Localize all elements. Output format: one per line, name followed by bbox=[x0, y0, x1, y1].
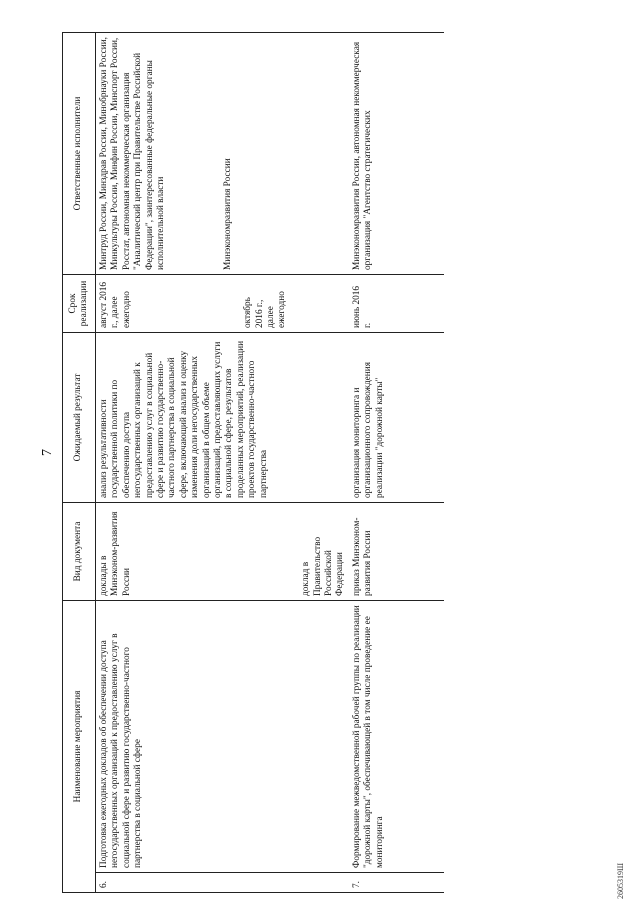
row-result: анализ результативности государственной политики по обеспечению доступа негосударственных организаций к предоставлению услуг в социальной сфере и развитию государственно-частного партнерства в социальной сфере, включающий анализ и оценку изменения доли негосударственных организаций в общем объеме организаций, предоставляющих услуги в социальной сфере, результатов проделанных мероприятий, реализации проектов государственно-частного партнерства bbox=[96, 333, 349, 503]
table-row bbox=[349, 33, 444, 893]
row-responsible: Минэкономразвития России, автономная некоммерческая организация "Агентство стратегических bbox=[349, 33, 444, 275]
header-result: Ожидаемый результат bbox=[63, 333, 96, 503]
row-doc: приказ Минэконом-развития России bbox=[349, 503, 444, 601]
header-doc: Вид документа bbox=[63, 503, 96, 601]
row-deadline bbox=[96, 275, 349, 333]
row-responsible bbox=[96, 33, 349, 275]
row-doc-text-2: доклад в Правительство Российской Федерации bbox=[301, 536, 346, 596]
row-deadline: июнь 2016 г. bbox=[349, 275, 444, 333]
row-name: Формирование межведомственной рабочей группы по реализации "дорожной карты", обеспечивающей в том числе проведение ее мониторинга bbox=[349, 601, 444, 873]
row-responsible-text: Минтруд России, Минздрав России, Минобрнауки России, Минкультуры России, Минфин России, Минспорт России, Росстат, автономная некоммерческая организация "Аналитический центр при Правительстве Российской Федерации", заинтересованные федеральные органы исполнительной власти bbox=[99, 36, 167, 270]
page-number: 7 bbox=[40, 449, 55, 456]
row-result: организация мониторинга и организационного сопровождения реализации "дорожной карты" bbox=[349, 333, 444, 503]
row-name: Подготовка ежегодных докладов об обеспечении доступа негосударственных организаций к предоставлению услуг в социальной сфере и развитию государственно-частного партнерства в социальной сфере bbox=[96, 601, 349, 873]
table-row bbox=[96, 33, 349, 893]
row-number: 7. bbox=[349, 873, 444, 893]
header-responsible: Ответственные исполнители bbox=[63, 33, 96, 275]
header-name: Наименование мероприятия bbox=[63, 601, 96, 893]
document-code: 2605319Ш bbox=[616, 862, 625, 899]
row-doc-text: доклады в Минэконом-развития России bbox=[99, 511, 132, 596]
roadmap-table bbox=[62, 32, 444, 893]
row-doc bbox=[96, 503, 349, 601]
row-responsible-text-2: Минэкономразвития России bbox=[223, 158, 234, 270]
table-header-row bbox=[63, 33, 96, 893]
row-deadline-text: август 2016 г., далее ежегодно bbox=[99, 281, 132, 328]
row-deadline-text-2: октябрь 2016 г., далее ежегодно bbox=[243, 291, 288, 328]
header-deadline: Срок реализации bbox=[63, 275, 96, 333]
row-number: 6. bbox=[96, 873, 349, 893]
